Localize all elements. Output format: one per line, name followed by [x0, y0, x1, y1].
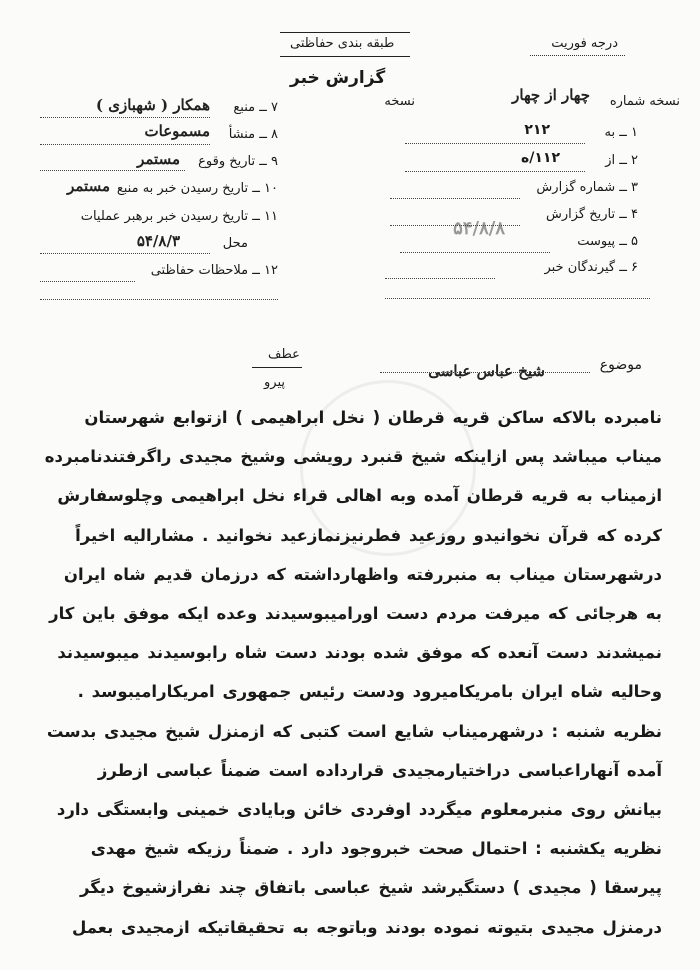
field-report-number-label: ۳ ــ شماره گزارش [536, 180, 638, 195]
copy-number-value: چهار از چهار [512, 86, 590, 104]
field-occurrence-date-value: مستمر [137, 150, 180, 168]
field-source-received-label: ۱۰ ــ تاریخ رسیدن خبر به منبع [116, 181, 278, 196]
reference-peyro: پیرو [264, 375, 285, 390]
field-operations-received-label: ۱۱ ــ تاریخ رسیدن خبر برهبر عملیات [80, 209, 278, 224]
body-line: نامبرده بالاکه ساکن قریه قرطان ( نخل ابراهیمی ) ازتوابع شهرستان [84, 408, 662, 427]
document-title: گزارش خبر [290, 68, 386, 88]
field-attachment-label: ۵ ــ پیوست [577, 234, 638, 249]
classification-rule-top [280, 32, 410, 33]
field-source-received-value: مستمر [67, 177, 110, 195]
field-location-value: ۵۴/۸/۳ [136, 232, 180, 250]
field-recipients-label: ۶ ــ گیرندگان خبر [544, 260, 638, 275]
classification-label: طبقه بندی حفاظتی [290, 36, 395, 51]
reference-divider [252, 367, 302, 368]
body-line: به هرجائی که میرفت مردم دست اورامیبوسیدند وعده ایکه موفق باین کار [49, 604, 662, 624]
body-line: ازمیناب به قریه قرطان آمده وبه اهالی قراء نخل ابراهیمی وچلوسفارش [57, 486, 662, 506]
priority-line [530, 55, 625, 56]
body-line: آمده آنهاراعباسی دراختیارمجیدی قرارداده است ضمناً عباسی ازطرز [97, 760, 662, 780]
body-line: درمنزل مجیدی بتیوته نموده بودند وباتوجه به تحقیقاتیکه ازمجیدی بعمل [72, 917, 662, 937]
subject-value: شیخ عباس عباسی [428, 362, 545, 380]
body-line: میناب میباشد پس ازاینکه شیخ قنبرد رویشی وشیخ مجیدی راگرفتندنامبرده [44, 447, 662, 467]
classification-rule-bottom [280, 56, 410, 57]
body-line: نظریه یکشنبه : احتمال صحت خبروجود دارد . ضمناً رزیکه شیخ مهدی [90, 839, 662, 859]
field-origin-label: ۸ ــ منشأ [228, 127, 278, 142]
field-to-label: ۱ ــ به [604, 125, 638, 140]
body-line: وحالیه شاه ایران بامریکامیرود ودست رئیس جمهوری امریکارامیبوسد . [77, 682, 662, 702]
field-to-value: ۲۱۲ [524, 122, 550, 138]
subject-label: موضوع [599, 357, 642, 373]
field-security-notes-label: ۱۲ ــ ملاحظات حفاظتی [150, 263, 278, 278]
body-line: بیانش روی منبرمعلوم میگردد اوفردی خائن وبایادی خمینی وابستگی دارد [56, 800, 662, 820]
body-line: کرده که قرآن نخوانیدو روزعید فطرنیزنمازعید نخوانید . مشارالیه اخیراً [75, 525, 662, 545]
field-report-date-label: ۴ ــ تاریخ گزارش [546, 207, 638, 222]
field-source-value: همکار ( شهبازی ) [95, 96, 210, 114]
field-location-label: محل [222, 236, 248, 251]
field-from-value: ۱۱۲/ه [520, 150, 560, 166]
reference-atf: عطف [268, 347, 300, 362]
body-line: پیرسقا ( مجیدی ) دستگیرشد شیخ عباسی باتفاق چند نفرازشیوخ دیگر [79, 878, 662, 898]
priority-label: درجه فوریت [551, 36, 618, 51]
field-report-date-value: ۵۴/۸/۸ [453, 218, 505, 239]
field-origin-value: مسموعات [144, 122, 210, 140]
field-from-label: ۲ ــ از [605, 153, 638, 168]
copy-suffix: نسخه [384, 94, 415, 109]
body-line: نمیشدند دست آنعده که موفق شده بودند دست شاه رابوسیدند میبوسیدند [57, 643, 662, 663]
body-line: درشهرستان میناب به منبررفته واظهارداشته که درزمان قدیم شاه ایران [63, 564, 662, 584]
body-line: نظریه شنبه : درشهرمیناب شایع است کتبی که ازمنزل شیخ مجیدی بدست [46, 721, 662, 741]
field-source-label: ۷ ــ منبع [233, 100, 278, 115]
report-body [18, 398, 662, 947]
copy-number-label: نسخه شماره [609, 94, 680, 109]
field-occurrence-date-label: ۹ ــ تاریخ وقوع [198, 154, 278, 169]
